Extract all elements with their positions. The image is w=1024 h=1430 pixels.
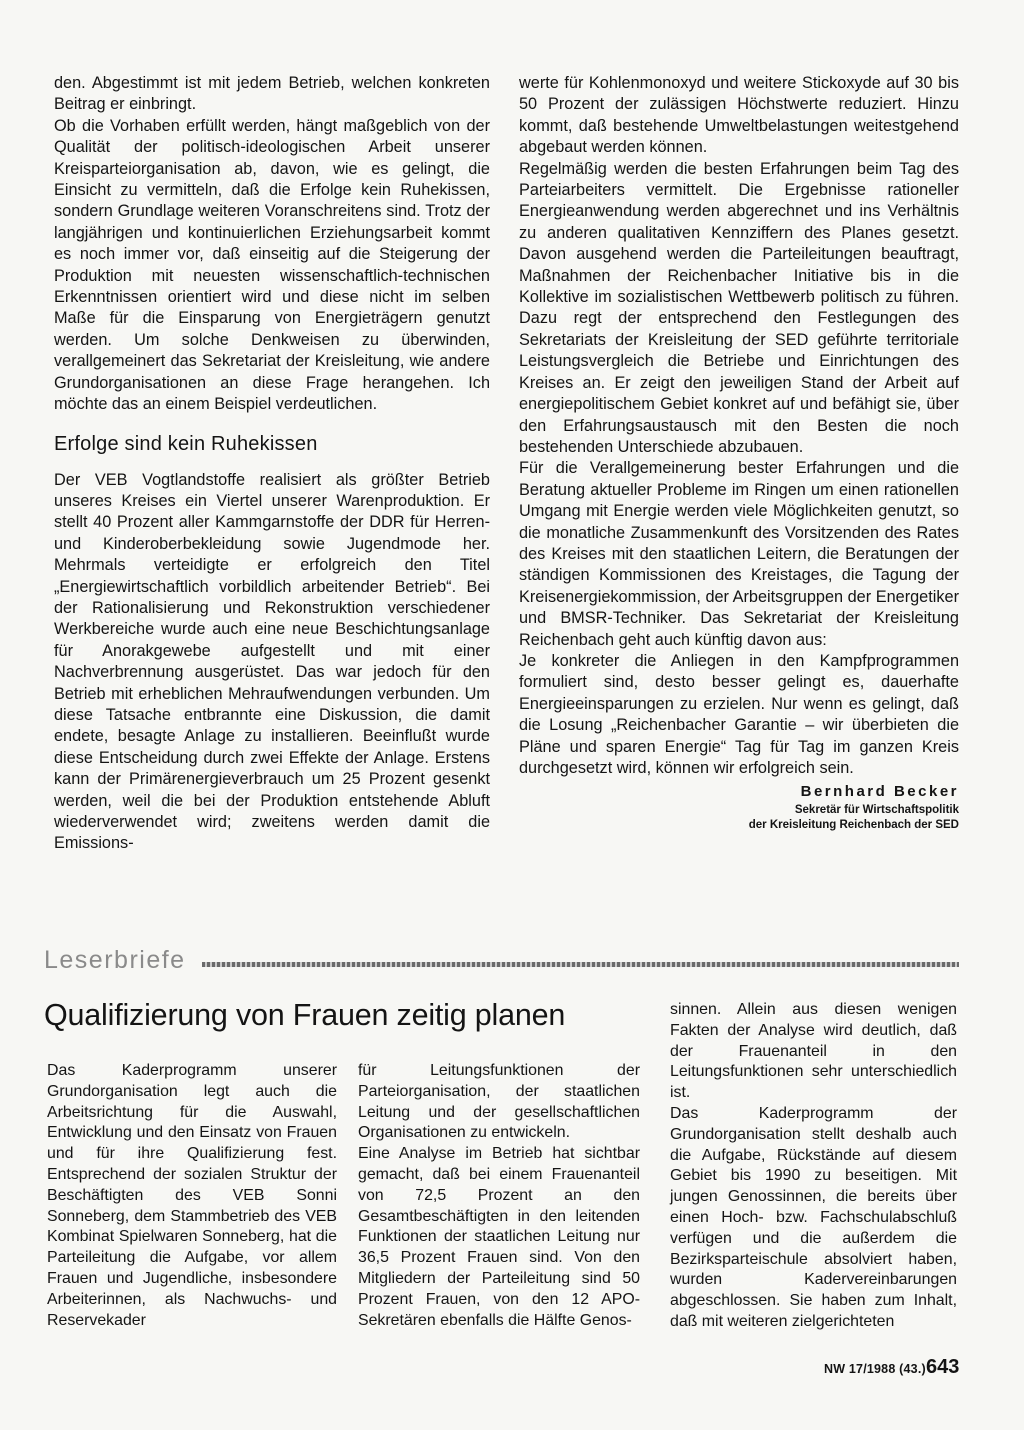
author-role: der Kreisleitung Reichenbach der SED xyxy=(748,818,959,831)
article-paragraph: den. Abgestimmt ist mit jedem Betrieb, welchen konkreten Beitrag er einbringt. xyxy=(54,74,490,114)
article-paragraph: Je konkreter die Anliegen in den Kampfprogrammen formuliert sind, desto besser gelingt es, dauerhafte Energieeinsparungen zu erzielen. Nur wenn es gelingt, daß die Losung „Reichenbacher Garantie – wir überbieten die Pläne und sparen Energie“ Tag für Tag im ganzen Kreis durchgesetzt wird, können wir erfolgreich sein. xyxy=(519,651,959,777)
rubric-divider xyxy=(202,962,959,967)
article-paragraph: Für die Verallgemeinerung bester Erfahrungen und die Beratung aktueller Probleme im Ringen um einen rationellen Umgang mit Energie werden viele Möglichkeiten genutzt, so die monatliche Zusammenkunft des Vorsitzenden des Rates des Kreises mit den staatlichen Leitern, die Beratungen der ständigen Kommissionen des Kreistages, die Tagung der Kreisenergiekommission, der Arbeitsgruppen der Energetiker und BMSR-Techniker. Das Sekretariat der Kreisleitung Reichenbach geht auch künftig davon aus: xyxy=(519,459,959,649)
article-paragraph: werte für Kohlenmonoxyd und weitere Stickoxyde auf 30 bis 50 Prozent der zulässigen Höchstwerte reduziert. Hinzu kommt, daß bestehende Umweltbelastungen weitestgehend abgebaut werden können. xyxy=(519,74,959,157)
article-paragraph: Ob die Vorhaben erfüllt werden, hängt maßgeblich von der Qualität der politisch-ideologischen Arbeit unserer Kreisparteiorganisation ab, davon, wie es gelingt, die Einsicht zu vermitteln, daß die Erfolge kein Ruhekissen, sondern Grundlage weiteren Voranschreitens sind. Trotz der langjährigen und kontinuierlichen Erziehungsarbeit kommt es noch immer vor, daß einseitig auf die Steigerung der Produktion mit neuesten wissenschaftlich-technischen Erkenntnissen orientiert wird und diese nicht im selben Maße für die Einsparung von Energieträgern genutzt werden. Um solche Denkweisen zu überwinden, verallgemeinert das Sekretariat der Kreisleitung, wie andere Grundorganisationen an diese Frage herangehen. Ich möchte das an einem Beispiel verdeutlichen. xyxy=(54,116,490,414)
article-column-right xyxy=(519,73,959,833)
subheading: Erfolge sind kein Ruhekissen xyxy=(54,432,318,455)
letter-headline: Qualifizierung von Frauen zeitig planen xyxy=(44,998,566,1032)
rubric-label: Leserbriefe xyxy=(44,946,186,974)
article-paragraph: Der VEB Vogtlandstoffe realisiert als größter Betrieb unseres Kreises ein Viertel unserer Warenproduktion. Er stellt 40 Prozent aller Kammgarnstoffe der DDR für Herren- und Kinderoberbekleidung sowie Jugendmode her. Mehrmals verteidigte er erfolgreich den Titel „Energiewirtschaftlich vorbildlich arbeitender Betrieb“. Bei der Rationalisierung und Rekonstruktion verschiedener Werkbereiche wurde auch eine neue Beschichtungsanlage für Anorakgewebe aufgestellt und mit einer Nachverbrennung ausgerüstet. Das war jedoch für den Betrieb mit erheblichen Mehraufwendungen verbunden. Um diese Tatsache entbrannte eine Diskussion, die damit endete, besagte Anlage zu installieren. Beeinflußt wurde diese Entscheidung durch zwei Effekte der Anlage. Erstens kann der Primärenergieverbrauch um 25 Prozent gesenkt werden, weil die bei der Produktion entstehende Abluft wiederverwendet wird; zweitens werden damit die Emissions- xyxy=(54,470,490,853)
author-name: Bernhard Becker xyxy=(800,783,959,801)
article-column-left xyxy=(54,73,490,855)
letter-column-1 xyxy=(47,1061,337,1331)
letter-paragraph: sinnen. Allein aus diesen wenigen Fakten der Analyse wird deutlich, daß der Frauenanteil in den Leitungsfunktionen sehr unterschiedlich ist. xyxy=(670,1001,957,1102)
letter-column-3 xyxy=(670,1000,957,1333)
letter-paragraph: Eine Analyse im Betrieb hat sichtbar gemacht, daß bei einem Frauenanteil von 72,5 Prozent an den Gesamtbeschäftigten in den leitenden Funktionen der staatlichen Leitung nur 36,5 Prozent Frauen sind. Von den Mitgliedern der Parteileitung sind 50 Prozent Frauen, von den 12 APO-Sekretären ebenfalls die Hälfte Genos- xyxy=(358,1145,640,1329)
letter-paragraph: Das Kaderprogramm der Grundorganisation stellt deshalb auch die Aufgabe, Rückstände auf diesem Gebiet bis 1990 zu beseitigen. Mit jungen Genossinnen, die bereits über einen Hoch- bzw. Fachschulabschluß verfügen und die außerdem die Bezirksparteischule absolviert haben, wurden Kadervereinbarungen abgeschlossen. Sie haben zum Inhalt, daß mit weiteren zielgerichteten xyxy=(670,1104,957,1330)
page-number: 643 xyxy=(926,1356,960,1378)
author-role: Sekretär für Wirtschaftspolitik xyxy=(794,803,959,816)
letter-column-2 xyxy=(358,1061,640,1331)
letter-paragraph: für Leitungsfunktionen der Parteiorganisation, der staatlichen Leitung und der gesellschaftlichen Organisationen zu entwickeln. xyxy=(358,1062,640,1142)
issue-reference: NW 17/1988 (43.) xyxy=(824,1362,926,1376)
rubric-row xyxy=(44,945,959,975)
article-paragraph: Regelmäßig werden die besten Erfahrungen beim Tag des Parteiarbeiters vermittelt. Die Ergebnisse rationeller Energieanwendung werden abgerechnet und ins Verhältnis zu anderen qualitativen Kennziffern des Planes gesetzt. Davon ausgehend werden die Parteileitungen beauftragt, Maßnahmen der Reichenbacher Initiative bis in die Kollektive im sozialistischen Wettbewerb politisch zu führen. Dazu regt der entsprechend den Festlegungen des Sekretariats der Kreisleitung der SED geführte territoriale Leistungsvergleich die Betriebe und Einrichtungen des Kreises an. Er zeigt den jeweiligen Stand der Arbeit auf energiepolitischem Gebiet konkret auf und befähigt sie, über den Erfahrungsaustausch mit den Besten die noch bestehenden Unterschiede abzubauen. xyxy=(519,159,959,456)
author-signature xyxy=(519,781,959,832)
letter-paragraph: Das Kaderprogramm unserer Grundorganisation legt auch die Arbeitsrichtung für die Auswahl, Entwicklung und den Einsatz von Frauen und für ihre Qualifizierung fest. Entsprechend der sozialen Struktur der Beschäftigten des VEB Sonni Sonneberg, dem Stammbetrieb des VEB Kombinat Spielwaren Sonneberg, hat die Parteileitung die Aufgabe, vor allem Frauen und Jugendliche, insbesondere Arbeiterinnen, als Nachwuchs- und Reservekader xyxy=(47,1062,337,1329)
